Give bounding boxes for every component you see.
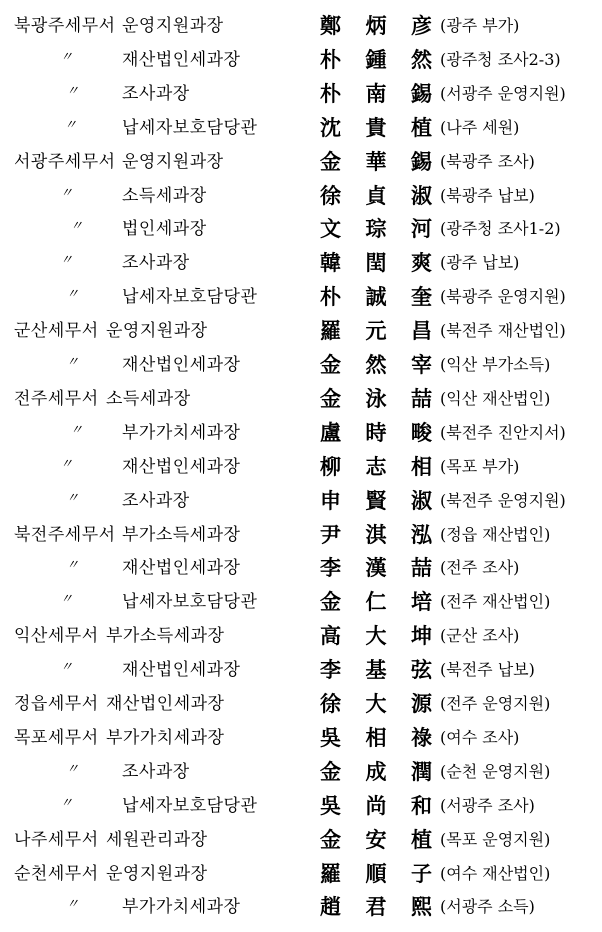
name-character: 李 — [320, 555, 341, 581]
previous-post: (서광주 조사) — [440, 795, 535, 815]
person-name — [320, 823, 432, 857]
list-row — [0, 9, 602, 43]
name-character: 爽 — [411, 250, 432, 276]
person-name — [320, 687, 432, 721]
previous-post: (북광주 운영지원) — [440, 287, 566, 307]
list-row — [0, 755, 602, 789]
list-row — [0, 145, 602, 179]
name-character: 喆 — [411, 385, 432, 411]
name-character: 李 — [320, 657, 341, 683]
department-title: 부가소득세과장 — [106, 626, 225, 647]
name-character: 徐 — [320, 182, 341, 208]
previous-post: (목포 부가) — [440, 456, 520, 476]
list-row — [0, 484, 602, 518]
previous-post: (서광주 소득) — [440, 897, 535, 917]
office-name: 북전주세무서 — [14, 524, 116, 545]
list-row — [0, 518, 602, 552]
name-character: 趙 — [320, 894, 341, 920]
office-name: 북광주세무서 — [14, 16, 116, 36]
previous-post: (익산 부가소득) — [440, 355, 551, 374]
name-character: 盧 — [320, 419, 341, 445]
name-character: 坤 — [411, 623, 432, 649]
previous-post: (나주 세원) — [440, 117, 520, 137]
name-character: 淑 — [411, 487, 432, 513]
department-title: 납세자보호담당관 — [122, 795, 258, 816]
department-title: 운영지원과장 — [106, 863, 208, 884]
list-row — [0, 111, 602, 145]
previous-post: (전주 조사) — [440, 558, 520, 578]
previous-post: (전주 운영지원) — [440, 694, 551, 713]
name-character: 炳 — [365, 13, 387, 38]
list-row — [0, 246, 602, 280]
previous-post: (북전주 재산법인) — [440, 321, 566, 341]
person-name — [320, 755, 432, 789]
person-name — [320, 857, 432, 891]
name-character: 培 — [411, 589, 432, 615]
department-title: 운영지원과장 — [106, 321, 208, 342]
name-character: 泓 — [411, 521, 432, 547]
list-row — [0, 43, 602, 77]
previous-post: (광주청 조사1-2) — [440, 219, 561, 239]
name-character: 鄭 — [320, 13, 341, 38]
name-character: 淑 — [411, 182, 432, 208]
person-name — [320, 551, 432, 585]
person-name — [320, 619, 432, 653]
previous-post: (익산 재산법인) — [440, 388, 551, 408]
name-character: 子 — [411, 860, 432, 886]
list-row — [0, 179, 602, 213]
name-character: 金 — [320, 758, 341, 784]
name-character: 順 — [365, 860, 387, 886]
office-name: 익산세무서 — [14, 626, 99, 647]
department-title: 운영지원과장 — [122, 151, 224, 172]
department-title: 부가가치세과장 — [122, 897, 241, 918]
department-title: 조사과장 — [122, 761, 190, 782]
name-character: 熙 — [411, 894, 432, 920]
name-character: 金 — [320, 352, 341, 377]
name-character: 君 — [365, 894, 387, 920]
name-character: 尚 — [365, 792, 387, 818]
ditto-mark: 〃 — [60, 660, 74, 676]
department-title: 소득세과장 — [106, 388, 191, 409]
name-character: 金 — [320, 589, 341, 615]
ditto-mark: 〃 — [66, 897, 80, 913]
office-name: 전주세무서 — [14, 388, 99, 409]
name-character: 高 — [320, 623, 341, 649]
name-character: 錫 — [411, 80, 432, 106]
name-character: 閏 — [365, 250, 387, 276]
previous-post: (광주 부가) — [440, 16, 520, 35]
list-row — [0, 314, 602, 348]
ditto-mark: 〃 — [66, 761, 80, 777]
list-row — [0, 416, 602, 450]
name-character: 相 — [411, 453, 432, 479]
name-character: 大 — [365, 623, 387, 649]
name-character: 植 — [411, 114, 432, 140]
list-row — [0, 585, 602, 619]
previous-post: (순천 운영지원) — [440, 761, 551, 781]
name-character: 鍾 — [365, 46, 387, 72]
previous-post: (북광주 납보) — [440, 185, 535, 205]
department-title: 부가소득세과장 — [122, 524, 241, 545]
department-title: 재산법인세과장 — [122, 456, 241, 477]
name-character: 琮 — [365, 216, 387, 242]
name-character: 吳 — [320, 724, 341, 750]
list-row — [0, 280, 602, 314]
name-character: 源 — [411, 691, 432, 716]
list-row — [0, 823, 602, 857]
previous-post: (북광주 조사) — [440, 151, 535, 171]
list-row — [0, 890, 602, 924]
name-character: 弦 — [411, 657, 432, 683]
ditto-mark: 〃 — [60, 253, 74, 269]
name-character: 安 — [365, 826, 387, 852]
person-name — [320, 43, 432, 77]
name-character: 和 — [411, 792, 432, 818]
department-title: 재산법인세과장 — [122, 49, 241, 70]
name-character: 柳 — [320, 453, 341, 479]
person-name — [320, 789, 432, 823]
ditto-mark: 〃 — [60, 49, 74, 65]
name-character: 宰 — [411, 352, 432, 377]
name-character: 元 — [365, 318, 387, 344]
ditto-mark: 〃 — [60, 592, 74, 608]
list-row — [0, 687, 602, 721]
person-name — [320, 179, 432, 213]
name-character: 華 — [365, 148, 387, 174]
department-title: 소득세과장 — [122, 185, 207, 206]
name-character: 南 — [365, 80, 387, 106]
ditto-mark: 〃 — [66, 355, 80, 370]
previous-post: (정읍 재산법인) — [440, 524, 551, 544]
name-character: 成 — [365, 758, 387, 784]
department-title: 납세자보호담당관 — [122, 592, 258, 613]
ditto-mark: 〃 — [66, 558, 80, 574]
ditto-mark: 〃 — [66, 490, 80, 506]
person-name — [320, 9, 432, 43]
person-name — [320, 145, 432, 179]
department-title: 조사과장 — [122, 253, 190, 274]
list-row — [0, 789, 602, 823]
ditto-mark: 〃 — [64, 117, 78, 133]
name-character: 吳 — [320, 792, 341, 818]
previous-post: (군산 조사) — [440, 626, 520, 646]
name-character: 植 — [411, 826, 432, 852]
ditto-mark: 〃 — [60, 185, 74, 201]
previous-post: (여수 조사) — [440, 727, 520, 747]
name-character: 賢 — [365, 487, 387, 513]
department-title: 조사과장 — [122, 83, 190, 104]
department-title: 운영지원과장 — [122, 16, 224, 36]
office-name: 나주세무서 — [14, 829, 99, 850]
name-character: 金 — [320, 385, 341, 411]
name-character: 潤 — [411, 758, 432, 784]
name-character: 文 — [320, 216, 341, 242]
department-title: 세원관리과장 — [106, 829, 208, 850]
name-character: 泳 — [365, 385, 387, 411]
name-character: 河 — [411, 216, 432, 242]
department-title: 재산법인세과장 — [122, 558, 241, 579]
name-character: 韓 — [320, 250, 341, 276]
department-title: 부가가치세과장 — [106, 727, 225, 748]
office-name: 군산세무서 — [14, 321, 99, 342]
name-character: 喆 — [411, 555, 432, 581]
office-name: 순천세무서 — [14, 863, 99, 884]
department-title: 법인세과장 — [122, 219, 207, 240]
name-character: 彦 — [411, 13, 432, 38]
list-row — [0, 857, 602, 891]
name-character: 漢 — [365, 555, 387, 581]
person-name — [320, 890, 432, 924]
name-character: 祿 — [411, 724, 432, 750]
ditto-mark: 〃 — [70, 422, 84, 438]
name-character: 畯 — [411, 419, 432, 445]
ditto-mark: 〃 — [70, 219, 84, 235]
department-title: 납세자보호담당관 — [122, 287, 258, 308]
previous-post: (서광주 운영지원) — [440, 83, 566, 103]
ditto-mark: 〃 — [60, 456, 74, 472]
name-character: 然 — [411, 46, 432, 72]
previous-post: (전주 재산법인) — [440, 592, 551, 612]
name-character: 相 — [365, 724, 387, 750]
name-character: 朴 — [320, 46, 341, 72]
person-name — [320, 382, 432, 416]
name-character: 羅 — [320, 860, 341, 886]
department-title: 조사과장 — [122, 490, 190, 511]
person-name — [320, 653, 432, 687]
previous-post: (광주청 조사2-3) — [440, 49, 561, 69]
list-row — [0, 721, 602, 755]
name-character: 沈 — [320, 114, 341, 140]
previous-post: (북전주 운영지원) — [440, 490, 566, 510]
list-row — [0, 619, 602, 653]
person-name — [320, 450, 432, 484]
department-title: 부가가치세과장 — [122, 422, 241, 443]
name-character: 基 — [365, 657, 387, 683]
name-character: 羅 — [320, 318, 341, 344]
name-character: 淇 — [365, 521, 387, 547]
list-row — [0, 450, 602, 484]
list-row — [0, 348, 602, 382]
name-character: 然 — [365, 352, 387, 377]
list-row — [0, 551, 602, 585]
list-row — [0, 77, 602, 111]
person-name — [320, 721, 432, 755]
list-row — [0, 382, 602, 416]
department-title: 재산법인세과장 — [106, 694, 225, 714]
person-name — [320, 246, 432, 280]
name-character: 仁 — [365, 589, 387, 615]
name-character: 尹 — [320, 521, 341, 547]
office-name: 목포세무서 — [14, 727, 99, 748]
list-row — [0, 653, 602, 687]
name-character: 金 — [320, 826, 341, 852]
name-character: 徐 — [320, 691, 341, 716]
list-row — [0, 212, 602, 246]
office-name: 정읍세무서 — [14, 694, 99, 714]
person-name — [320, 484, 432, 518]
office-name: 서광주세무서 — [14, 151, 116, 172]
name-character: 大 — [365, 691, 387, 716]
person-name — [320, 585, 432, 619]
ditto-mark: 〃 — [60, 795, 74, 811]
name-character: 朴 — [320, 284, 341, 310]
person-name — [320, 212, 432, 246]
name-character: 貞 — [365, 182, 387, 208]
person-name — [320, 518, 432, 552]
previous-post: (북전주 진안지서) — [440, 422, 566, 442]
previous-post: (북전주 납보) — [440, 660, 535, 680]
name-character: 金 — [320, 148, 341, 174]
ditto-mark: 〃 — [66, 287, 80, 303]
previous-post: (여수 재산법인) — [440, 863, 551, 883]
department-title: 재산법인세과장 — [122, 660, 241, 681]
person-name — [320, 111, 432, 145]
name-character: 時 — [365, 419, 387, 445]
department-title: 납세자보호담당관 — [122, 117, 258, 138]
previous-post: (목포 운영지원) — [440, 829, 551, 849]
name-character: 奎 — [411, 284, 432, 310]
name-character: 志 — [365, 453, 387, 479]
person-name — [320, 280, 432, 314]
person-name — [320, 77, 432, 111]
person-name — [320, 416, 432, 450]
person-name — [320, 348, 432, 382]
name-character: 昌 — [411, 318, 432, 344]
name-character: 誠 — [365, 284, 387, 310]
previous-post: (광주 납보) — [440, 253, 520, 273]
name-character: 朴 — [320, 80, 341, 106]
person-name — [320, 314, 432, 348]
department-title: 재산법인세과장 — [122, 355, 241, 375]
name-character: 貴 — [365, 114, 387, 140]
name-character: 申 — [320, 487, 341, 513]
name-character: 錫 — [411, 148, 432, 174]
ditto-mark: 〃 — [66, 83, 80, 99]
